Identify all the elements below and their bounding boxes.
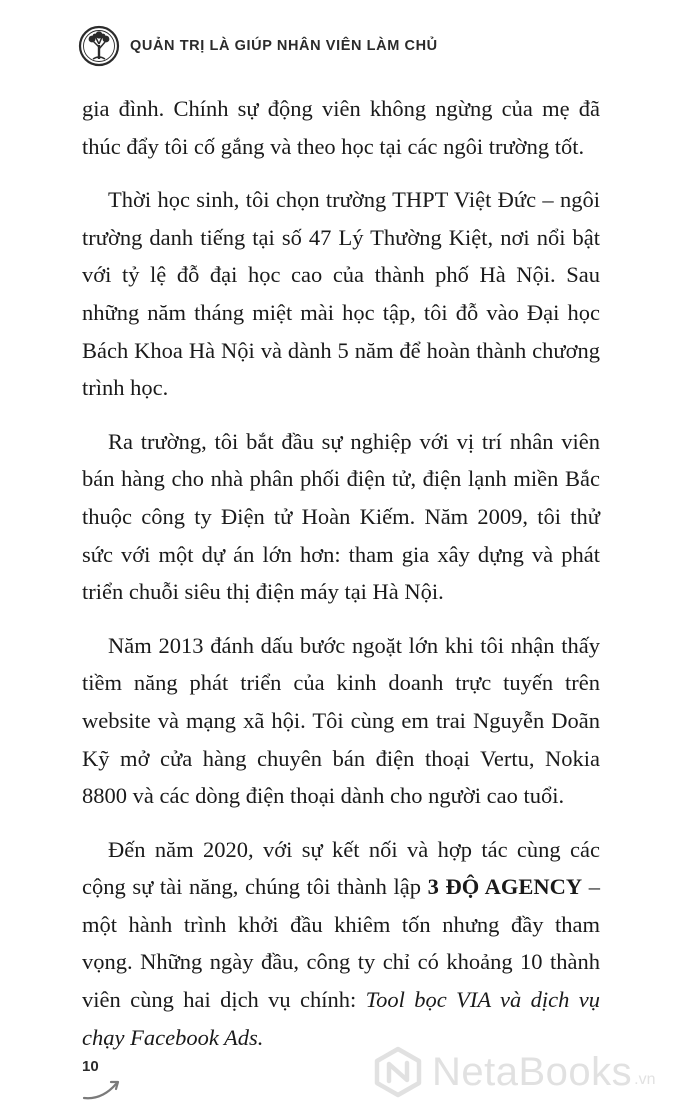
text-segment: – một hành trình khởi đầu khiêm tốn nhưng đầy tham vọng. Những ngày đầu, công ty chỉ có khoảng 10 thành viên cùng hai dịch vụ chính: xyxy=(82,874,600,1013)
tree-emblem-icon xyxy=(78,25,120,67)
body-text xyxy=(82,90,600,1056)
watermark-name: NetaBooks xyxy=(432,1049,633,1094)
watermark xyxy=(372,1046,656,1098)
text-segment: Ra trường, tôi bắt đầu sự nghiệp với vị trí nhân viên bán hàng cho nhà phân phối điện tử, điện lạnh miền Bắc thuộc công ty Điện tử Hoàn Kiếm. Năm 2009, tôi thử sức với một dự án lớn hơn: tham gia xây dựng và phát triển chuỗi siêu thị điện máy tại Hà Nội. xyxy=(82,428,600,605)
italic-text: Tool bọc VIA và dịch vụ chạy Facebook Ads. xyxy=(82,987,600,1050)
netabooks-logo-icon xyxy=(372,1046,424,1098)
paragraph xyxy=(82,627,600,815)
running-header-title: QUẢN TRỊ LÀ GIÚP NHÂN VIÊN LÀM CHỦ xyxy=(130,38,438,54)
paragraph xyxy=(82,90,600,165)
paragraph xyxy=(82,831,600,1057)
paragraph xyxy=(82,181,600,407)
running-header xyxy=(78,20,438,72)
watermark-suffix: .vn xyxy=(634,1071,656,1088)
bold-text: 3 ĐỘ AGENCY xyxy=(427,874,583,900)
text-segment: Đến năm 2020, với sự kết nối và hợp tác cùng các cộng sự tài năng, chúng tôi thành lập xyxy=(82,836,600,900)
text-segment: gia đình. Chính sự động viên không ngừng của mẹ đã thúc đẩy tôi cố gắng và theo học tại các ngôi trường tốt. xyxy=(82,96,600,159)
text-segment: Thời học sinh, tôi chọn trường THPT Việt Đức – ngôi trường danh tiếng tại số 47 Lý Thường Kiệt, nơi nổi bật với tỷ lệ đỗ đại học cao của thành phố Hà Nội. Sau những năm tháng miệt mài học tập, tôi đỗ vào Đại học Bách Khoa Hà Nội và dành 5 năm để hoàn thành chương trình học. xyxy=(82,187,600,401)
page-curve-icon xyxy=(82,1076,126,1102)
text-segment: Năm 2013 đánh dấu bước ngoặt lớn khi tôi nhận thấy tiềm năng phát triển của kinh doanh trực tuyến trên website và mạng xã hội. Tôi cùng em trai Nguyễn Doãn Kỹ mở cửa hàng chuyên bán điện thoại Vertu, Nokia 8800 và các dòng điện thoại dành cho người cao tuổi. xyxy=(82,632,600,809)
paragraph xyxy=(82,423,600,611)
page-number: 10 xyxy=(82,1058,99,1075)
